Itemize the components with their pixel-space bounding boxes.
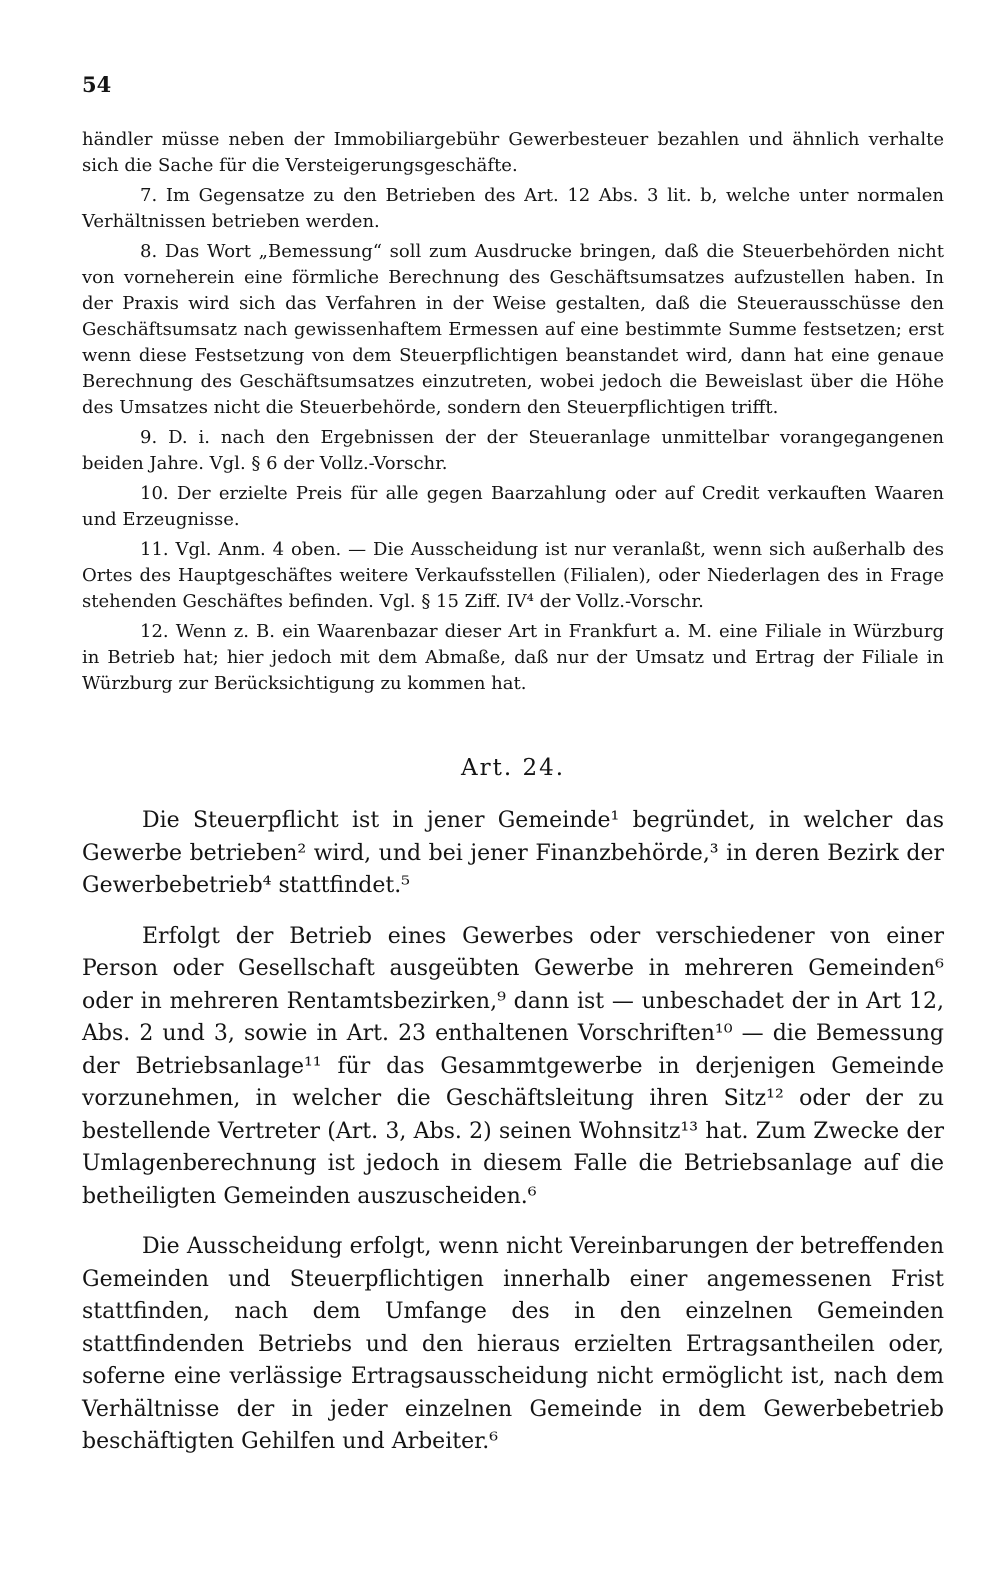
- article-heading: Art. 24.: [460, 755, 566, 781]
- note-9: 9. D. i. nach den Ergebnissen der der Steueranlage unmittelbar vorangegangenen beiden Jahre. Vgl. § 6 der Vollz.-Vorschr.: [82, 427, 944, 474]
- document-page: [82, 60, 944, 1477]
- note-12: 12. Wenn z. B. ein Waarenbazar dieser Art in Frankfurt a. M. eine Filiale in Würzburg in Betrieb hat; hier jedoch mit dem Abmaße, daß nur der Umsatz und Ertrag der Filiale in Würzburg zur Berücksichtigung zu kommen hat.: [82, 621, 944, 694]
- article-paragraph-2: Erfolgt der Betrieb eines Gewerbes oder verschiedener von einer Person oder Gesellschaft ausgeübten Gewerbe in mehreren Gemeinden⁶ oder in mehreren Rentamtsbezirken,⁹ dann ist — unbeschadet der in Art 12, Abs. 2 und 3, sowie in Art. 23 enthaltenen Vorschriften¹⁰ — die Bemessung der Betriebsanlage¹¹ für das Gesammtgewerbe in derjenigen Gemeinde vorzunehmen, in welcher die Geschäftsleitung ihren Sitz¹² oder der zu bestellende Vertreter (Art. 3, Abs. 2) seinen Wohnsitz¹³ hat. Zum Zwecke der Umlagenberechnung ist jedoch in diesem Falle die Betriebsanlage auf die betheiligten Gemeinden auszuscheiden.⁶: [82, 923, 944, 1209]
- page-number: 54: [82, 72, 112, 97]
- note-10: 10. Der erzielte Preis für alle gegen Baarzahlung oder auf Credit verkauften Waaren und Erzeugnisse.: [82, 483, 944, 530]
- note-continuation: händler müsse neben der Immobiliargebühr Gewerbesteuer bezahlen und ähnlich verhalte sich die Sache für die Versteigerungsgeschäfte.: [82, 129, 944, 176]
- article-paragraph-1: Die Steuerpflicht ist in jener Gemeinde¹ begründet, in welcher das Gewerbe betrieben² wird, und bei jener Finanzbehörde,³ in deren Bezirk der Gewerbebetrieb⁴ stattfindet.⁵: [82, 808, 944, 898]
- note-8: 8. Das Wort „Bemessung“ soll zum Ausdrucke bringen, daß die Steuerbehörden nicht von vorneherein eine förmliche Berechnung des Geschäftsumsatzes aufzustellen haben. In der Praxis wird sich das Verfahren in der Weise gestalten, daß die Steuerausschüsse den Geschäftsumsatz nach gewissenhaftem Ermessen auf eine bestimmte Summe festsetzen; erst wenn diese Festsetzung von dem Steuerpflichtigen beanstandet wird, dann hat eine genaue Berechnung des Geschäftsumsatzes einzutreten, wobei jedoch die Beweislast über die Höhe des Umsatzes nicht die Steuerbehörde, sondern den Steuerpflichtigen trifft.: [82, 241, 944, 418]
- article-paragraph-3: Die Ausscheidung erfolgt, wenn nicht Vereinbarungen der betreffenden Gemeinden und Steuerpflichtigen innerhalb einer angemessenen Frist stattfinden, nach dem Umfange des in den einzelnen Gemeinden stattfindenden Betriebs und den hieraus erzielten Ertragsantheilen oder, soferne eine verlässige Ertragsausscheidung nicht ermöglicht ist, nach dem Verhältnisse der in jeder einzelnen Gemeinde in dem Gewerbebetrieb beschäftigten Gehilfen und Arbeiter.⁶: [82, 1234, 944, 1454]
- article-body: [82, 805, 944, 1459]
- note-11: 11. Vgl. Anm. 4 oben. — Die Ausscheidung ist nur veranlaßt, wenn sich außerhalb des Ortes des Hauptgeschäftes weitere Verkaufsstellen (Filialen), oder Niederlagen des in Frage stehenden Geschäftes befinden. Vgl. § 15 Ziff. IV⁴ der Vollz.-Vorschr.: [82, 539, 944, 612]
- footnotes-section: [82, 127, 944, 697]
- note-7: 7. Im Gegensatze zu den Betrieben des Art. 12 Abs. 3 lit. b, welche unter normalen Verhältnissen betrieben werden.: [82, 185, 944, 232]
